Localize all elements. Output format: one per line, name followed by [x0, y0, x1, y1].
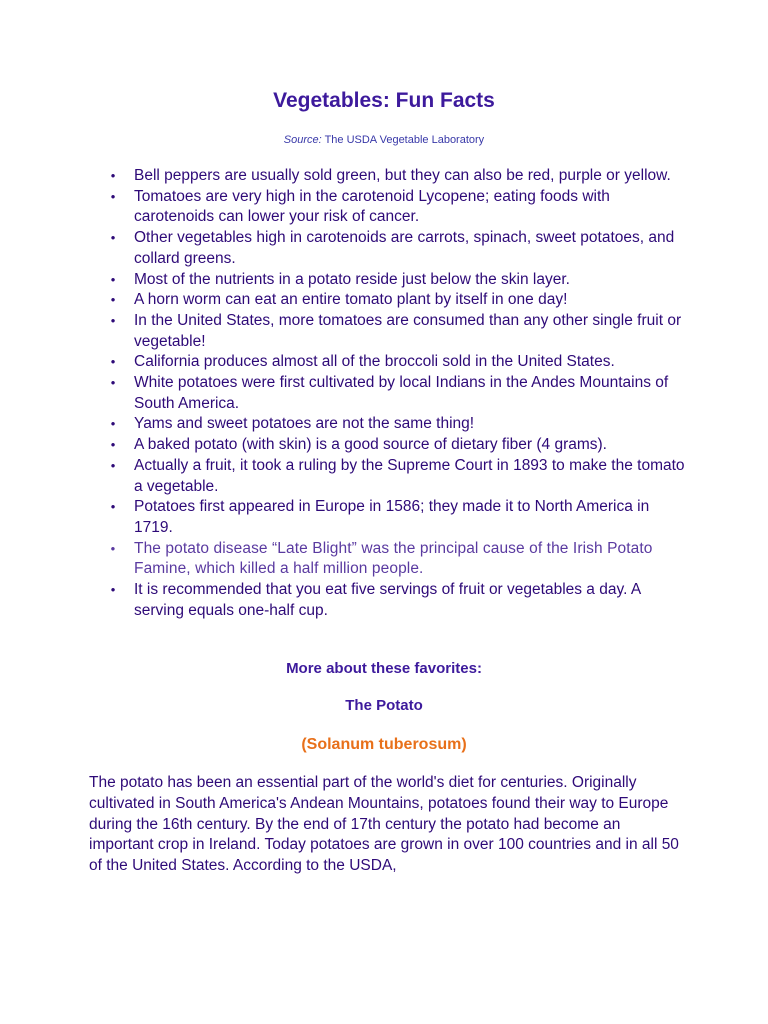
list-item: [108, 290, 688, 311]
list-item: [108, 352, 688, 373]
bullet-icon: •: [110, 188, 116, 204]
page-title: Vegetables: Fun Facts: [273, 89, 495, 112]
fact-text: California produces almost all of the broccoli sold in the United States.: [134, 353, 615, 371]
fact-text: The potato disease “Late Blight” was the principal cause of the Irish Potato Famine, which killed a half million people.: [134, 539, 653, 578]
list-item: [108, 187, 688, 228]
bullet-icon: •: [110, 312, 116, 328]
bullet-icon: •: [110, 375, 116, 391]
bullet-icon: •: [110, 168, 116, 183]
fact-text: Actually a fruit, it took a ruling by the Supreme Court in 1893 to make the tomato a vegetable.: [134, 456, 685, 495]
fun-facts-list: [108, 166, 688, 621]
fact-text: Potatoes first appeared in Europe in 1586; they made it to North America in 1719.: [134, 498, 650, 536]
bullet-icon: •: [110, 457, 116, 473]
potato-paragraph: The potato has been an essential part of the world's diet for centuries. Originally cultivated in South America's Andean Mountains, potatoes found their way to Europe during the 16th century. By the end of 17th century the potato had become an important crop in Ireland. Today potatoes are grown in over 100 countries and in all 50 of the United States. According to the USDA,: [89, 774, 679, 875]
bullet-icon: •: [110, 271, 116, 287]
fact-text: Most of the nutrients in a potato reside just below the skin layer.: [134, 270, 570, 288]
list-item: [108, 456, 688, 497]
potato-heading: The Potato: [345, 697, 423, 714]
fact-text: In the United States, more tomatoes are consumed than any other single fruit or vegetable!: [134, 311, 682, 350]
source-label: Source:: [283, 134, 322, 146]
list-item: [108, 270, 688, 291]
list-item: [108, 414, 688, 435]
fact-text: White potatoes were first cultivated by local Indians in the Andes Mountains of South America.: [134, 374, 669, 412]
bullet-icon: •: [110, 437, 116, 453]
source-line: [0, 134, 768, 146]
list-item: [108, 539, 688, 580]
fact-text: A horn worm can eat an entire tomato plant by itself in one day!: [134, 291, 568, 309]
fact-text: Tomatoes are very high in the carotenoid Lycopene; eating foods with carotenoids can lower your risk of cancer.: [134, 187, 610, 226]
bullet-icon: •: [110, 582, 116, 598]
fact-text: A baked potato (with skin) is a good source of dietary fiber (4 grams).: [134, 436, 607, 454]
scientific-name: (Solanum tuberosum): [301, 736, 467, 753]
list-item: [108, 580, 688, 621]
list-item: [108, 497, 688, 538]
source-text: The USDA Vegetable Laboratory: [321, 134, 485, 146]
list-item: [108, 435, 688, 456]
bullet-icon: •: [110, 354, 116, 370]
fact-text: It is recommended that you eat five servings of fruit or vegetables a day. A serving equals one-half cup.: [134, 581, 641, 619]
bullet-icon: •: [110, 416, 116, 432]
bullet-icon: •: [110, 499, 116, 515]
fact-text: Bell peppers are usually sold green, but they can also be red, purple or yellow.: [134, 167, 671, 184]
list-item: [108, 166, 688, 187]
list-item: [108, 373, 688, 414]
list-item: [108, 311, 688, 352]
list-item: [108, 228, 688, 269]
fact-text: Yams and sweet potatoes are not the same thing!: [134, 415, 475, 433]
bullet-icon: •: [110, 292, 116, 308]
more-favorites-heading: More about these favorites:: [286, 660, 482, 677]
bullet-icon: •: [110, 540, 116, 556]
bullet-icon: •: [110, 230, 116, 246]
fact-text: Other vegetables high in carotenoids are carrots, spinach, sweet potatoes, and collard greens.: [134, 229, 675, 267]
